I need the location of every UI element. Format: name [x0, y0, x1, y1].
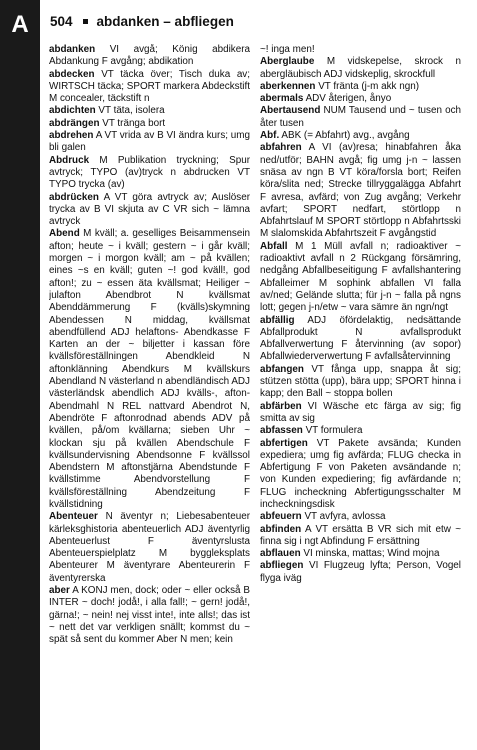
dictionary-entry	[260, 560, 461, 585]
page-header	[50, 14, 467, 34]
entry-definition: VI Flugzeug lyfta; Person, Vogel flyga iväg	[260, 560, 461, 584]
dictionary-entry	[260, 401, 461, 426]
dictionary-entry	[260, 548, 461, 560]
dictionary-entry	[49, 130, 250, 155]
entry-definition: VI avgå; König abdikera Abdankung F avgång; abdikation	[49, 44, 250, 68]
dictionary-entry	[260, 44, 461, 56]
thumb-index-letter: A	[11, 11, 29, 38]
entry-headword: Abend	[49, 228, 80, 240]
entry-headword: abfliegen	[260, 560, 304, 572]
entry-definition: VT fånga upp, snappa åt sig; stützen stötta (upp), bära upp; SPORT hinna i kapp; den Ball ~ stoppa bollen	[260, 363, 461, 400]
entry-headword: abfangen	[260, 363, 304, 375]
dictionary-entry	[260, 511, 461, 523]
entry-headword: Abf.	[260, 130, 280, 142]
entry-definition: M 1 Müll avfall n; radioaktiver ~ radioaktivt avfall n 2 Rückgang försämring, nedgång Abfallbeseitigung F avfallshantering Abfalleimer M sophink abfallen VI falla av/ned; Gelände slutta; für j-n ~ falla på ngns lott; gegen j-n/etw ~ vara sämre än ngn/ngt	[260, 240, 461, 314]
dictionary-entry	[260, 142, 461, 240]
entry-headword: abermals	[260, 93, 304, 105]
entry-definition: A VI (av)resa; hinabfahren åka ned/utför; BAHN avgå; fig umg j-n ~ lassen snäsa av ngn B VT köra/forsla bort; Reifen köra/slita ned; Strecke tillryggalägga Abfahrt F avresa, avfärd; von Zug avgång; Verkehr avfart; SPORT nedfart, störtlopp n Abfahrtslauf M SPORT störtlopp n Abfahrtsski M slalomskida Abfahrtszeit F avgångstid	[260, 142, 461, 240]
entry-definition: VT formulera	[305, 425, 363, 437]
entry-headword: abfinden	[260, 523, 302, 535]
entry-definition: VT täcka över; Tisch duka av; WIRTSCH täcka; SPORT markera Abdeckstift M concealer, täckstift n	[49, 68, 250, 105]
entry-definition: VT tränga bort	[102, 117, 166, 129]
dictionary-entry	[49, 105, 250, 117]
entry-definition: A VT vrida av B VI ändra kurs; umg bli galen	[49, 130, 250, 154]
entry-definition: VI Wäsche etc färga av sig; fig smitta av sig	[260, 400, 461, 424]
dictionary-entry	[260, 56, 461, 81]
entry-definition: NUM Tausend und ~ tusen och åter tusen	[260, 105, 461, 129]
entry-definition: VT avfyra, avlossa	[304, 511, 386, 523]
entry-headword: abdrücken	[49, 191, 99, 203]
dictionary-entry	[260, 81, 461, 93]
entry-headword: aber	[49, 585, 70, 597]
bullet-square-icon	[83, 19, 88, 24]
entry-definition: ADV återigen, ånyo	[305, 93, 392, 105]
dictionary-entry	[260, 425, 461, 437]
dictionary-entry	[260, 130, 461, 142]
dictionary-entry	[49, 44, 250, 69]
entry-definition: A VT göra avtryck av; Auslöser trycka av B VI skjuta av C VR sich ~ lämna avtryck	[49, 191, 250, 228]
header-title: abdanken – abfliegen	[96, 14, 234, 29]
entry-headword: Abfall	[260, 240, 288, 252]
thumb-index-tab	[0, 0, 40, 750]
dictionary-entry	[49, 192, 250, 229]
entry-headword: abfahren	[260, 142, 302, 154]
entry-headword: abdrehen	[49, 130, 94, 142]
entry-headword: Abertausend	[260, 105, 321, 117]
dictionary-entry	[260, 438, 461, 512]
entry-definition: VT fränta (j-m akk ngn)	[318, 80, 419, 92]
entry-definition: M Publikation tryckning; Spur avtryck; TYPO (av)tryck n abdrucken VT TYPO trycka (av)	[49, 154, 250, 191]
entry-headword: abdrängen	[49, 117, 100, 129]
dictionary-entry	[49, 511, 250, 585]
entry-definition: M vidskepelse, skrock n abergläubisch ADJ vidskeplig, skrockfull	[260, 56, 461, 80]
entry-definition: ~! inga men!	[260, 44, 315, 55]
left-column	[49, 44, 250, 744]
right-column	[260, 44, 461, 744]
entry-headword: abdecken	[49, 68, 95, 80]
entry-headword: abfällig	[260, 314, 295, 326]
dictionary-entry	[49, 69, 250, 106]
entry-headword: abflauen	[260, 548, 301, 560]
entry-definition: M kväll; a. geselliges Beisammensein afton; heute ~ i kväll; gestern ~ i går kväll; morgen ~ i morgon kväll; am ~ på kvällen; eines ~s en kväll; guten ~! god kväll!, god afton!; zu ~ essen äta kvällsmat; Heiliger ~ julafton Abendbrot N kvällsmat Abenddämmerung F (kvälls)skymning Abendessen N middag, kvällsmat abendfüllend ADJ helaftons- Abendkasse F Karten an der ~ biljetter i kassan före kvällsföreställningen Abendkleid N aftonklänning Abendkurs M kvällskurs Abendland N västerland n abendländisch ADJ västerländsk abendlich ADJ kvälls-, afton- Abendmahl N REL nattvard Abendrot N, Abendröte F aftonrodnad abends ADV på kvällen, på/om kvällarna; sieben Uhr ~ klockan sju på kvällen Abendschule F kvällsundervisning Abendsonne F kvällssol Abendstern M aftonstjärna Abendstunde F kvällstimme Abendvorstellung F kvällsföreställning Abendzeitung F kvällstidning	[49, 228, 250, 510]
dictionary-entry	[49, 118, 250, 130]
entry-definition: ADJ öfördelaktig, nedsättande Abfallprodukt N avfallsprodukt Abfallverwertung F återvinning (av sopor) Abfallwiederverwertung F avfallsåtervinning	[260, 314, 461, 363]
entry-headword: Abenteuer	[49, 511, 98, 523]
dictionary-entry	[49, 155, 250, 192]
entry-definition: ABK (= Abfahrt) avg., avgång	[281, 130, 410, 142]
dictionary-entry	[260, 315, 461, 364]
page-number: 504	[50, 14, 73, 29]
dictionary-entry	[49, 585, 250, 646]
entry-headword: aberkennen	[260, 80, 316, 92]
entry-headword: abfertigen	[260, 437, 308, 449]
entry-headword: abfeuern	[260, 511, 302, 523]
entry-headword: abfärben	[260, 400, 302, 412]
entry-definition: A VT ersätta B VR sich mit etw ~ finna sig i ngt Abfindung F ersättning	[260, 523, 461, 547]
entry-definition: A KONJ men, dock; oder ~ eller också B INTER ~ doch! jodå!, i alla fall!; ~ gern! jodå!, gärna!; ~ nein! nej visst inte!, inte alls!; das ist ~ nett det var verkligen snällt; kommst du ~ spät så sent du kommer Aber N men; kein	[49, 585, 250, 646]
entry-definition: VT täta, isolera	[98, 105, 165, 117]
entry-headword: abfassen	[260, 425, 303, 437]
entry-headword: Abdruck	[49, 154, 90, 166]
dictionary-entry	[49, 228, 250, 511]
dictionary-entry	[260, 241, 461, 315]
entry-headword: abdanken	[49, 44, 96, 55]
dictionary-entry	[260, 524, 461, 549]
entry-headword: abdichten	[49, 105, 96, 117]
dictionary-entry	[260, 364, 461, 401]
entry-definition: VT Pakete avsända; Kunden expediera; umg fig avfärda; FLUG checka in Abfertigung F von Paketen avsändande n; von Kunden expediering; fig avfärdande n; FLUG incheckning Abfertigungsschalter M incheckningsdisk	[260, 437, 461, 510]
entry-headword: Aberglaube	[260, 56, 315, 68]
entry-definition: VI minska, mattas; Wind mojna	[303, 548, 440, 560]
dictionary-entry	[260, 105, 461, 130]
dictionary-entry	[260, 93, 461, 105]
entry-definition: N äventyr n; Liebesabenteuer kärleksghistoria abenteuerlich ADJ äventyrlig Abenteuerlust F äventyrslusta Abenteuerspielplatz M byggleksplats Abenteurer M äventyrare Abenteurerin F äventyrerska	[49, 511, 250, 584]
